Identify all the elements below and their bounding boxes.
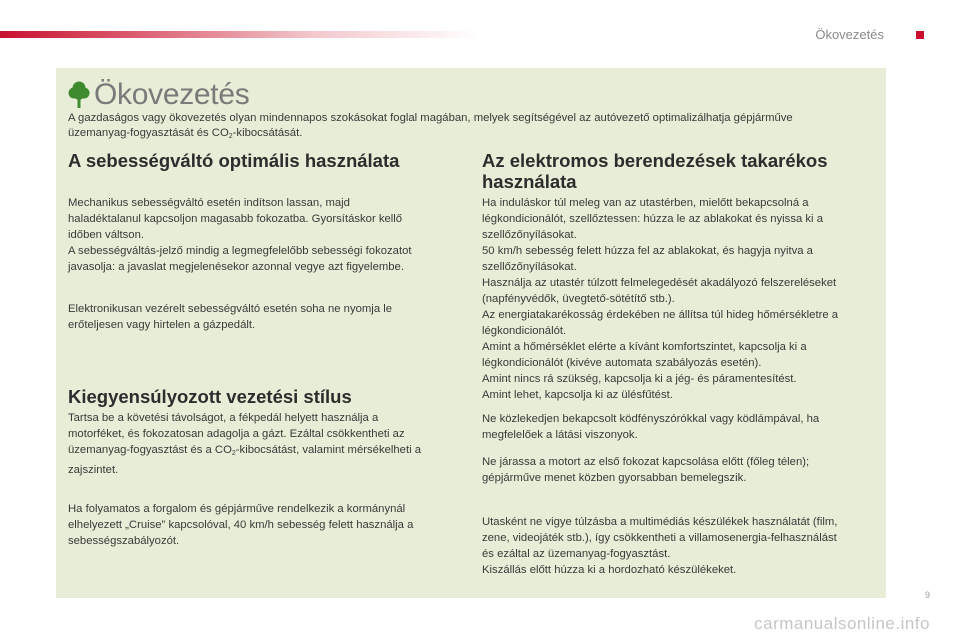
heading-line: Az elektromos berendezések takarékos [482, 150, 828, 171]
text-line: megfelelőek a látási viszonyok. [482, 429, 638, 441]
text-line: javasolja: a javaslat megjelenésekor azonnal vegye azt figyelembe. [68, 261, 404, 273]
section-heading-driving-style: Kiegyensúlyozott vezetési stílus [68, 386, 352, 407]
intro-line [68, 126, 868, 144]
page-title-row [68, 77, 249, 113]
left-paragraph-4 [68, 501, 460, 549]
text-line: Elektronikusan vezérelt sebességváltó esetén soha ne nyomja le [68, 303, 393, 315]
text-line: Mechanikus sebességváltó esetén indítson lassan, majd [68, 197, 350, 209]
text-line: és ezáltal az üzemanyag-fogyasztást. [482, 548, 671, 560]
intro-paragraph [68, 111, 868, 144]
right-paragraph-1 [482, 195, 874, 403]
text-line: zene, videojáték stb.), így csökkentheti a villamosenergia-felhasználást [482, 532, 837, 544]
watermark: carmanualsonline.info [754, 614, 930, 633]
intro-text: -kibocsátását. [232, 127, 303, 139]
text-line: zajszintet. [68, 464, 119, 476]
intro-text: üzemanyag-fogyasztását és CO [68, 127, 229, 139]
text-line: Használja az utastér túlzott felmelegedését akadályozó felszereléseket [482, 277, 837, 289]
text-line: Ha folyamatos a forgalom és gépjárműve rendelkezik a kormánynál [68, 503, 406, 515]
header-section-title: Ökovezetés [815, 27, 884, 42]
text-line: motorféket, és fokozatosan adagolja a gázt. Ezáltal csökkentheti az [68, 428, 405, 440]
left-paragraph-2 [68, 301, 460, 333]
tree-icon [68, 80, 90, 110]
page-title: Ökovezetés [94, 78, 250, 111]
text-line: Kiszállás előtt húzza ki a hordozható készülékeket. [482, 564, 737, 576]
heading-line: használata [482, 171, 577, 192]
left-paragraph-1 [68, 195, 460, 275]
header-square-marker [916, 31, 924, 39]
text-fragment: üzemanyag-fogyasztást és a CO [68, 444, 232, 456]
right-paragraph-3 [482, 454, 874, 486]
text-line: 50 km/h sebesség felett húzza fel az ablakokat, és hagyja nyitva a [482, 245, 813, 257]
text-line: haladéktalanul kapcsoljon magasabb fokozatba. Gyorsításkor kellő [68, 213, 403, 225]
right-paragraph-2 [482, 411, 874, 443]
text-line: elhelyezett „Cruise” kapcsolóval, 40 km/h sebesség felett használja a [68, 519, 414, 531]
right-paragraph-4 [482, 514, 874, 578]
left-paragraph-3 [68, 410, 460, 478]
intro-line: A gazdaságos vagy ökovezetés olyan mindennapos szokásokat foglal magában, melyek segítségével az autóvezető optimalizálhatja gépjárműve [68, 112, 793, 124]
text-line: Tartsa be a követési távolságot, a fékpedál helyett használja a [68, 412, 379, 424]
text-line: szellőzőnyílásokat. [482, 261, 577, 273]
text-fragment: -kibocsátást, valamint mérsékelheti a [235, 444, 422, 456]
co2-subscript: 2 [231, 450, 236, 457]
left-heading-gearbox-wrap [68, 150, 460, 171]
right-heading-electric-wrap [482, 150, 874, 192]
co2-subscript: 2 [228, 133, 233, 140]
text-line [68, 442, 460, 462]
text-line: szellőzőnyílásokat. [482, 229, 577, 241]
page-number: 9 [924, 590, 930, 600]
section-heading-gearbox: A sebességváltó optimális használata [68, 150, 400, 171]
section-heading-electrical [482, 150, 874, 192]
text-line: gépjárműve menet közben gyorsabban bemelegszik. [482, 472, 747, 484]
text-line: Ne közlekedjen bekapcsolt ködfényszórókkal vagy ködlámpával, ha [482, 413, 820, 425]
text-line: Az energiatakarékosság érdekében ne állítsa túl hideg hőmérsékletre a [482, 309, 839, 321]
text-line: Ne járassa a motort az első fokozat kapcsolása előtt (főleg télen); [482, 456, 810, 468]
text-line: Amint nincs rá szükség, kapcsolja ki a jég- és páramentesítést. [482, 373, 797, 385]
text-line: Utasként ne vigye túlzásba a multimédiás készülékek használatát (film, [482, 516, 838, 528]
text-line: A sebességváltás-jelző mindig a legmegfelelőbb sebességi fokozatot [68, 245, 412, 257]
text-line: légkondicionálót (kivéve automata szabályozás esetén). [482, 357, 762, 369]
left-heading-driving-wrap [68, 386, 460, 407]
text-line: (napfényvédők, üvegtető-sötétítő stb.). [482, 293, 675, 305]
text-line: időben váltson. [68, 229, 144, 241]
text-line: Ha induláskor túl meleg van az utastérben, mielőtt bekapcsolná a [482, 197, 809, 209]
text-line: légkondicionálót, szellőztessen: húzza le az ablakokat és nyissa ki a [482, 213, 823, 225]
text-line: sebességszabályozót. [68, 535, 180, 547]
text-line: Amint a hőmérséklet elérte a kívánt komfortszintet, kapcsolja ki a [482, 341, 807, 353]
text-line: erőteljesen vagy hirtelen a gázpedált. [68, 319, 256, 331]
text-line: légkondicionálót. [482, 325, 567, 337]
header-accent-bar [0, 31, 480, 38]
text-line: Amint lehet, kapcsolja ki az ülésfűtést. [482, 389, 673, 401]
